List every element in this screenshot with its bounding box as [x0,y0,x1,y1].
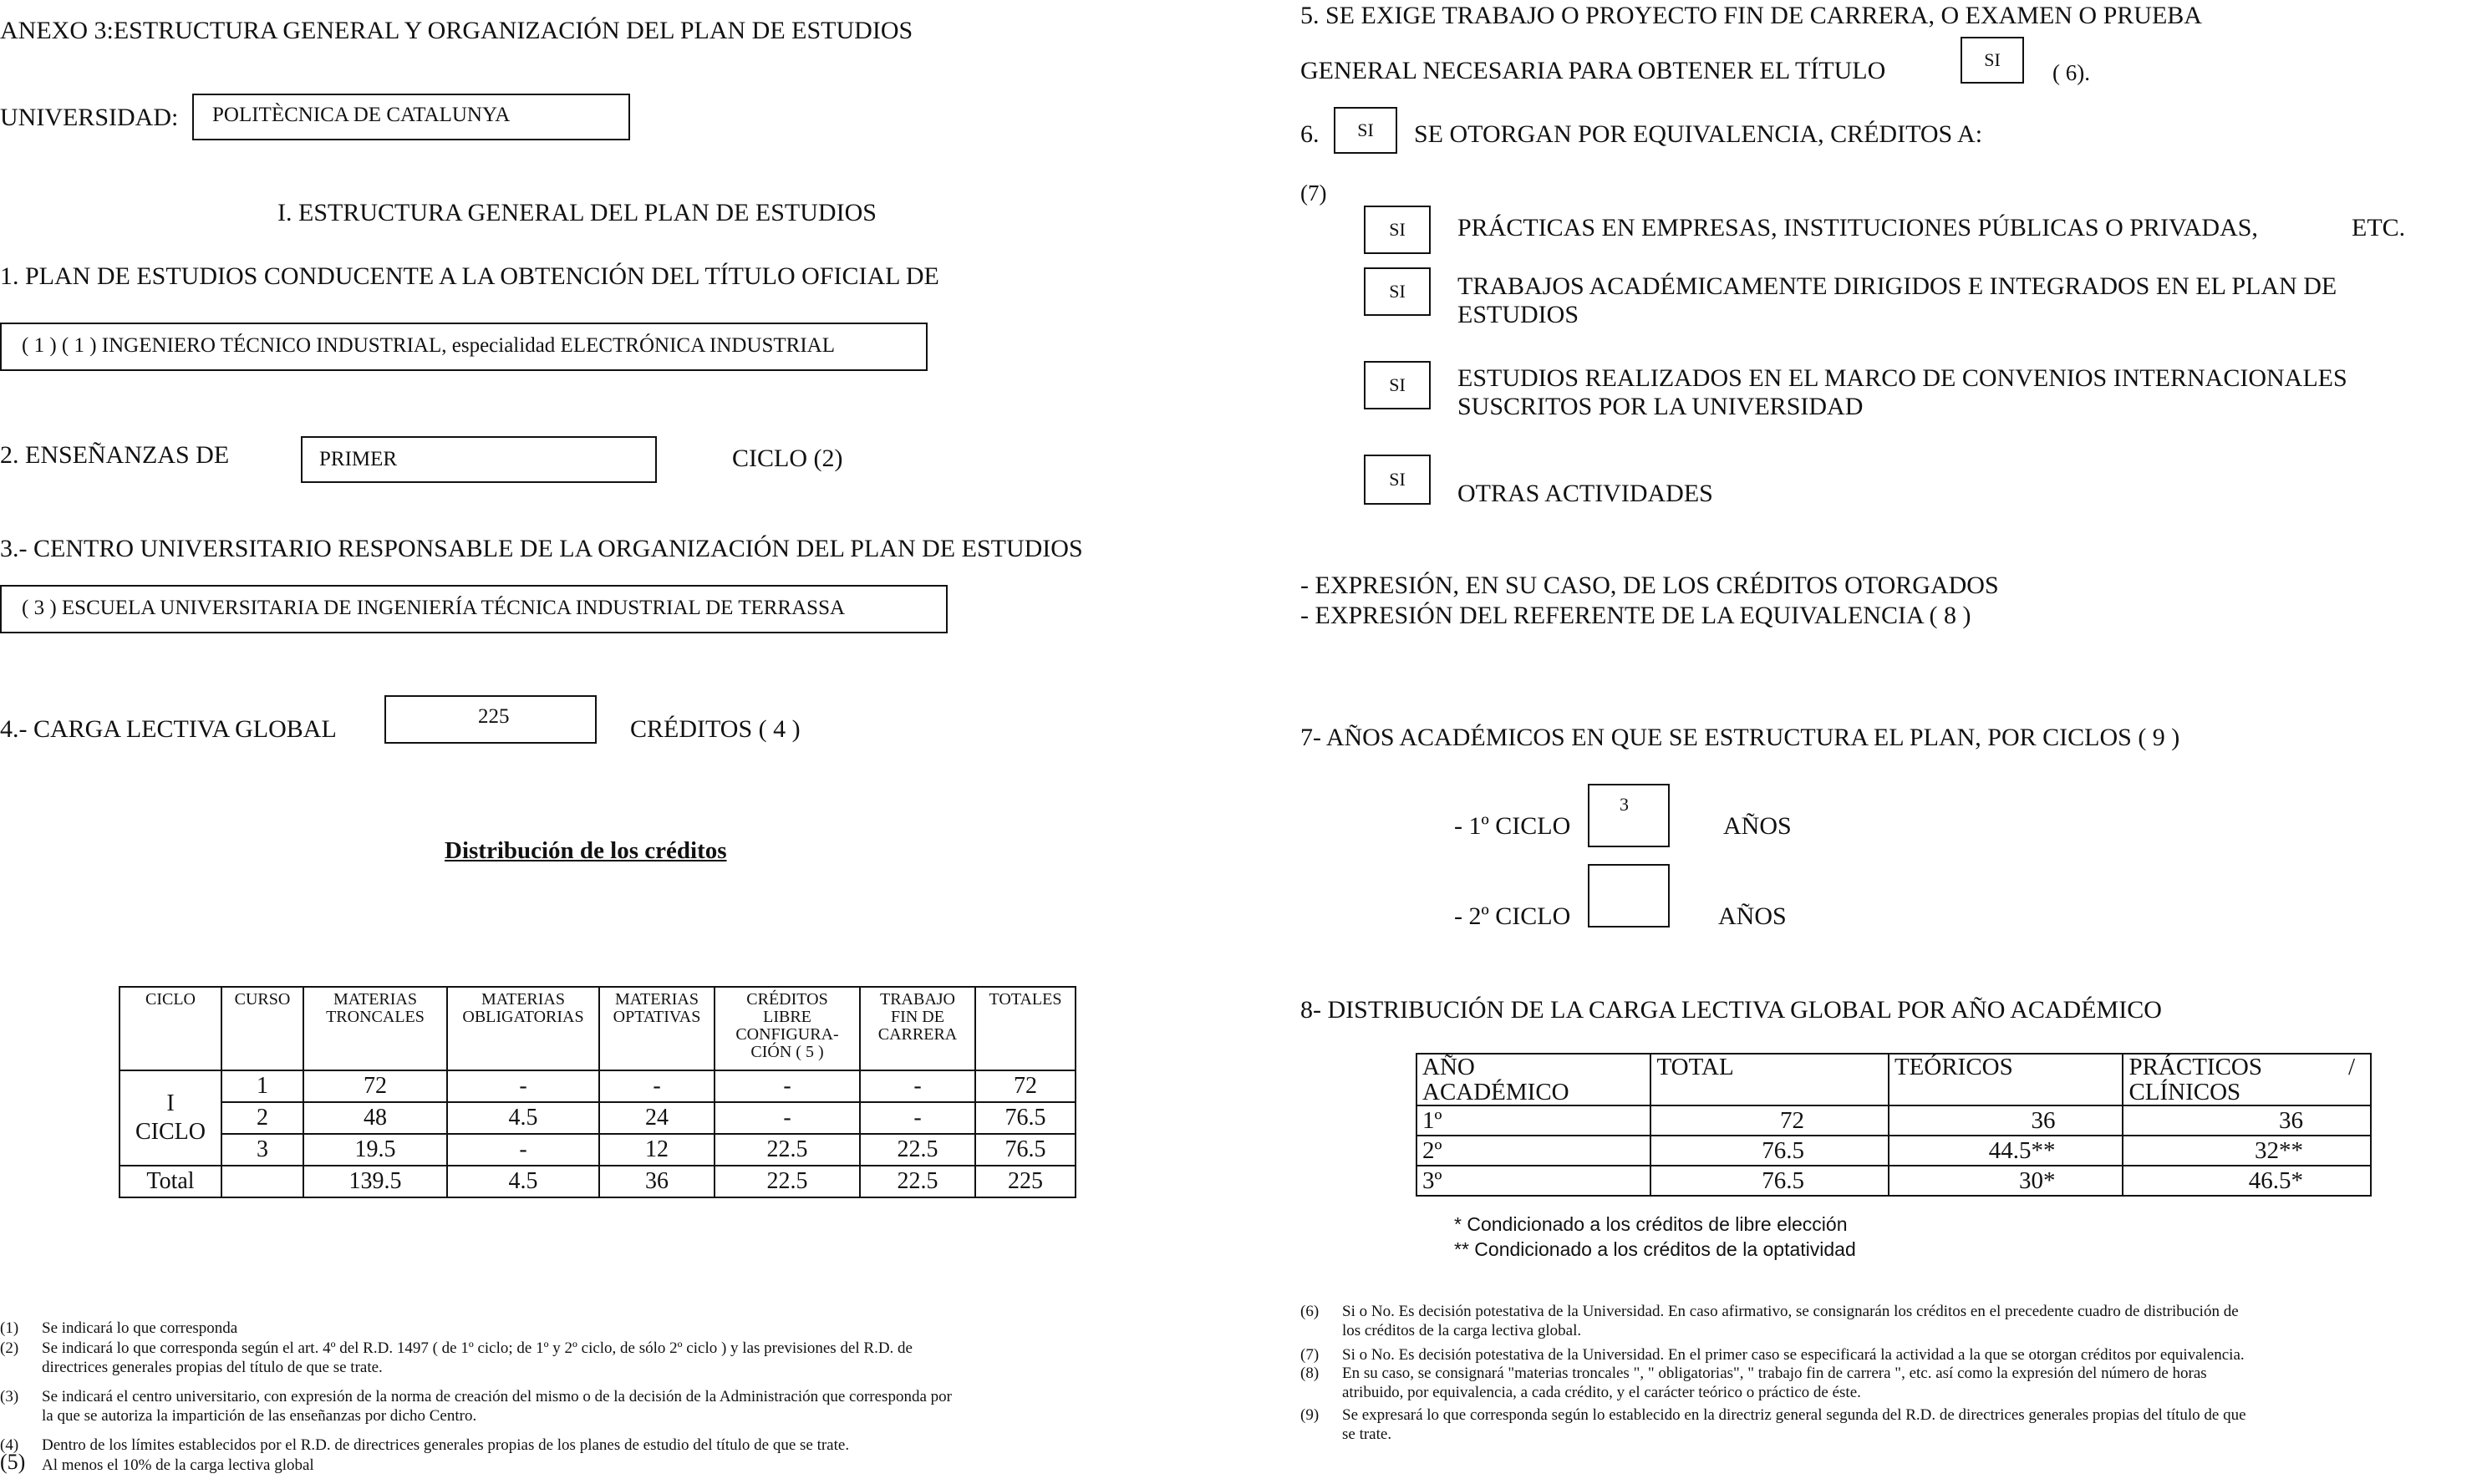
header-line: MATERIAS [481,990,565,1009]
table-cell: 32** [2123,1136,2371,1166]
table-cell: - [447,1134,599,1166]
table-cell: - [715,1102,860,1134]
header-cell [2123,1054,2371,1105]
table-cell: 76.5 [1650,1136,1888,1166]
footnote-number: (8) [1300,1365,1320,1382]
table-cell: 22.5 [860,1134,975,1166]
ciclo-line1: I [166,1090,175,1116]
total-row [120,1166,1076,1197]
item4-value: 225 [478,705,510,728]
footnote-text: atribuido, por equivalencia, a cada crédito, y el carácter teórico o práctico de éste. [1342,1384,1861,1401]
annex-title: ANEXO 3:ESTRUCTURA GENERAL Y ORGANIZACIÓN DEL PLAN DE ESTUDIOS [0,17,913,44]
footnote-number: (5) [0,1450,26,1474]
table-cell: 4.5 [447,1102,599,1134]
ciclo1-suffix: AÑOS [1723,812,1792,840]
table-cell: 36 [2123,1105,2371,1136]
footnote-text: la que se autoriza la impartición de las enseñanzas por dicho Centro. [42,1407,477,1425]
footnote [1300,1364,2487,1402]
option-line: ESTUDIOS REALIZADOS EN EL MARCO DE CONVENIOS INTERNACIONALES [1457,364,2347,392]
item4-suffix: CRÉDITOS ( 4 ) [630,715,801,743]
table-cell: 44.5** [1889,1136,2123,1166]
table-cell: 4.5 [447,1166,599,1197]
header-line: CIÓN ( 5 ) [750,1043,824,1061]
footnote-text: Se expresará lo que corresponda según lo establecido en la directriz general segunda del R.D. de directrices generales propias del título de que [1342,1406,2246,1424]
item4-box [384,695,597,744]
option-text: PRÁCTICAS EN EMPRESAS, INSTITUCIONES PÚBLICAS O PRIVADAS, [1457,214,2258,241]
table-cell: 22.5 [715,1166,860,1197]
footnote [0,1387,1203,1426]
item6-number: 6. [1300,120,1320,148]
option-line: ESTUDIOS [1457,301,1579,328]
item2-label: 2. ENSEÑANZAS DE [0,441,230,469]
note-libre-eleccion: * Condicionado a los créditos de libre elección [1454,1213,1848,1235]
header-total: TOTAL [1656,1054,1734,1080]
header-cell [1889,1054,2123,1105]
option-text: OTRAS ACTIVIDADES [1457,480,1713,507]
header-line: CONFIGURA- [735,1025,839,1044]
table-cell: - [447,1070,599,1102]
footnote-text: Se indicará lo que corresponda [42,1319,238,1337]
header-line: MATERIAS [614,990,699,1009]
item3-label: 3.- CENTRO UNIVERSITARIO RESPONSABLE DE LA ORGANIZACIÓN DEL PLAN DE ESTUDIOS [0,535,1083,562]
header-line: CICLO [145,990,196,1009]
header-line: TRONCALES [326,1008,425,1026]
header-line: OBLIGATORIAS [462,1008,584,1026]
footnote-number: (4) [0,1436,19,1454]
item5-box: SI [1961,37,2024,84]
table-cell: 76.5 [975,1134,1076,1166]
footnote [1300,1405,2487,1444]
table-cell: - [715,1070,860,1102]
header-line: FIN DE [891,1008,944,1026]
table-cell: 46.5* [2123,1166,2371,1196]
option-box: SI [1364,455,1431,505]
table-cell: - [860,1102,975,1134]
option-box: SI [1364,267,1431,316]
bullet-referente: - EXPRESIÓN DEL REFERENTE DE LA EQUIVALENCIA ( 8 ) [1300,602,1971,629]
table-cell: - [860,1070,975,1102]
section-title: I. ESTRUCTURA GENERAL DEL PLAN DE ESTUDIOS [277,199,877,226]
option-box: SI [1364,206,1431,254]
ciclo1-label: - 1º CICLO [1454,812,1571,840]
item2-value: PRIMER [319,448,398,470]
footnote-text: los créditos de la carga lectiva global. [1342,1322,1582,1339]
header-line: AÑO [1422,1054,1475,1080]
credits-table [119,986,1076,1198]
header-cell [715,987,860,1070]
table-cell: 22.5 [860,1166,975,1197]
universidad-box [192,94,630,140]
header-cell [599,987,715,1070]
table-cell: 48 [303,1102,447,1134]
option-line: SUSCRITOS POR LA UNIVERSIDAD [1457,393,1864,420]
footnote-text: Al menos el 10% de la carga lectiva global [42,1456,314,1474]
table-cell: 1 [221,1070,303,1102]
table-cell: 36 [599,1166,715,1197]
footnote-text: Si o No. Es decisión potestativa de la Universidad. En el primer caso se especificará la actividad a la que se otorgan créditos por equivalencia. [1342,1346,2245,1364]
item6-box: SI [1334,107,1397,154]
header-cell [1416,1054,1650,1105]
item3-value: ( 3 ) ESCUELA UNIVERSITARIA DE INGENIERÍA TÉCNICA INDUSTRIAL DE TERRASSA [22,597,846,619]
table-cell: 36 [1889,1105,2123,1136]
header-slash: / [2347,1054,2355,1080]
ciclo-cell [120,1070,221,1166]
table-row [1416,1105,2371,1136]
header-line: CRÉDITOS [746,990,828,1009]
ciclo1-value: 3 [1620,794,1629,815]
distribution-title: Distribución de los créditos [445,837,727,864]
item2-box [301,436,657,483]
table-cell: 76.5 [975,1102,1076,1134]
item2-suffix: CICLO (2) [732,445,843,472]
table-cell: 30* [1889,1166,2123,1196]
header-line: TRABAJO [879,990,955,1009]
footnote-number: (9) [1300,1406,1320,1424]
header-line: CLÍNICOS [2128,1079,2241,1105]
table-cell: 2º [1416,1136,1650,1166]
table-row [1416,1166,2371,1196]
table-row [120,1070,1076,1102]
header-line: CURSO [234,990,291,1009]
header-cell [860,987,975,1070]
item1-label: 1. PLAN DE ESTUDIOS CONDUCENTE A LA OBTENCIÓN DEL TÍTULO OFICIAL DE [0,262,939,290]
ciclo2-suffix: AÑOS [1718,902,1787,930]
universidad-label: UNIVERSIDAD: [0,104,179,131]
header-teoricos: TEÓRICOS [1894,1054,2013,1080]
footnote-number: (1) [0,1319,19,1337]
item3-box [0,585,948,633]
item8-label: 8- DISTRIBUCIÓN DE LA CARGA LECTIVA GLOBAL POR AÑO ACADÉMICO [1300,996,2162,1024]
bullet-creditos: - EXPRESIÓN, EN SU CASO, DE LOS CRÉDITOS OTORGADOS [1300,572,1999,599]
item5-suffix: ( 6). [2052,60,2090,85]
header-line: ACADÉMICO [1422,1079,1569,1105]
footnote-text: directrices generales propias del título de que se trate. [42,1359,383,1376]
table-cell: 72 [303,1070,447,1102]
item6-label: SE OTORGAN POR EQUIVALENCIA, CRÉDITOS A: [1414,120,1983,148]
footnote [1300,1302,2487,1340]
footnote-number: (6) [1300,1303,1320,1320]
header-cell [120,987,221,1070]
table-cell: 2 [221,1102,303,1134]
item4-label: 4.- CARGA LECTIVA GLOBAL [0,715,337,743]
footnote-text: se trate. [1342,1426,1392,1443]
ciclo2-box [1588,864,1670,928]
table-cell: 12 [599,1134,715,1166]
ciclo-line2: CICLO [135,1119,206,1145]
footnote-number: (3) [0,1388,19,1405]
table-row [120,1102,1076,1134]
note-optatividad: ** Condicionado a los créditos de la optatividad [1454,1238,1856,1260]
option-text [1457,364,2347,421]
footnote-text: Si o No. Es decisión potestativa de la Universidad. En caso afirmativo, se consignarán los créditos en el precedente cuadro de distribución de [1342,1303,2239,1320]
table-cell: 3 [221,1134,303,1166]
table-cell: 3º [1416,1166,1650,1196]
table-cell: 22.5 [715,1134,860,1166]
header-cell [303,987,447,1070]
table-cell: 72 [1650,1105,1888,1136]
universidad-value: POLITÈCNICA DE CATALUNYA [212,104,511,126]
table-cell: 76.5 [1650,1166,1888,1196]
header-line: CARRERA [877,1025,958,1044]
table-cell: 139.5 [303,1166,447,1197]
table-row [1416,1136,2371,1166]
table-cell: 72 [975,1070,1076,1102]
footnote-number: (2) [0,1339,19,1357]
footnote [0,1339,1203,1377]
header-line: PRÁCTICOS [2128,1054,2262,1080]
item5-line2: GENERAL NECESARIA PARA OBTENER EL TÍTULO [1300,57,1886,84]
header-cell [975,987,1076,1070]
option-line: TRABAJOS ACADÉMICAMENTE DIRIGIDOS E INTEGRADOS EN EL PLAN DE [1457,272,2337,300]
header-cell [221,987,303,1070]
table-cell: 225 [975,1166,1076,1197]
footnote-text: Se indicará lo que corresponda según el art. 4º del R.D. 1497 ( de 1º ciclo; de 1º y 2º ciclo, de sólo 2º ciclo ) y las previsiones del R.D. de [42,1339,913,1357]
header-line: OPTATIVAS [613,1008,701,1026]
option-box: SI [1364,361,1431,409]
footnote-number: (7) [1300,1346,1320,1364]
footnote-text: Dentro de los límites establecidos por el R.D. de directrices generales propias de los planes de estudio del título de que se trate. [42,1436,850,1454]
header-line: MATERIAS [333,990,417,1009]
table-cell: - [599,1070,715,1102]
header-cell [447,987,599,1070]
header-line: LIBRE [763,1008,811,1026]
footnote-text: En su caso, se consignará "materias troncales ", " obligatorias", " trabajo fin de carrera ", etc. así como la expresión del número de horas [1342,1365,2207,1382]
item7-label: 7- AÑOS ACADÉMICOS EN QUE SE ESTRUCTURA EL PLAN, POR CICLOS ( 9 ) [1300,724,2180,751]
table-cell: 24 [599,1102,715,1134]
item1-box [0,323,928,371]
footnote-text: Se indicará el centro universitario, con expresión de la norma de creación del mismo o de la decisión de la Administración que corresponda por [42,1388,952,1405]
option-extra: ETC. [2352,214,2406,241]
ref-7: (7) [1300,180,1327,206]
table-row [120,1134,1076,1166]
table-cell: 19.5 [303,1134,447,1166]
header-line: TOTALES [989,990,1062,1009]
option-text [1457,272,2337,329]
item1-value: ( 1 ) ( 1 ) INGENIERO TÉCNICO INDUSTRIAL, especialidad ELECTRÓNICA INDUSTRIAL [22,334,835,357]
table-cell: 1º [1416,1105,1650,1136]
academic-year-table [1416,1053,2372,1197]
table-cell [221,1166,303,1197]
header-cell [1650,1054,1888,1105]
item5-line1: 5. SE EXIGE TRABAJO O PROYECTO FIN DE CARRERA, O EXAMEN O PRUEBA [1300,2,2202,29]
ciclo1-box [1588,784,1670,847]
ciclo2-label: - 2º CICLO [1454,902,1571,930]
table-cell: Total [120,1166,221,1197]
